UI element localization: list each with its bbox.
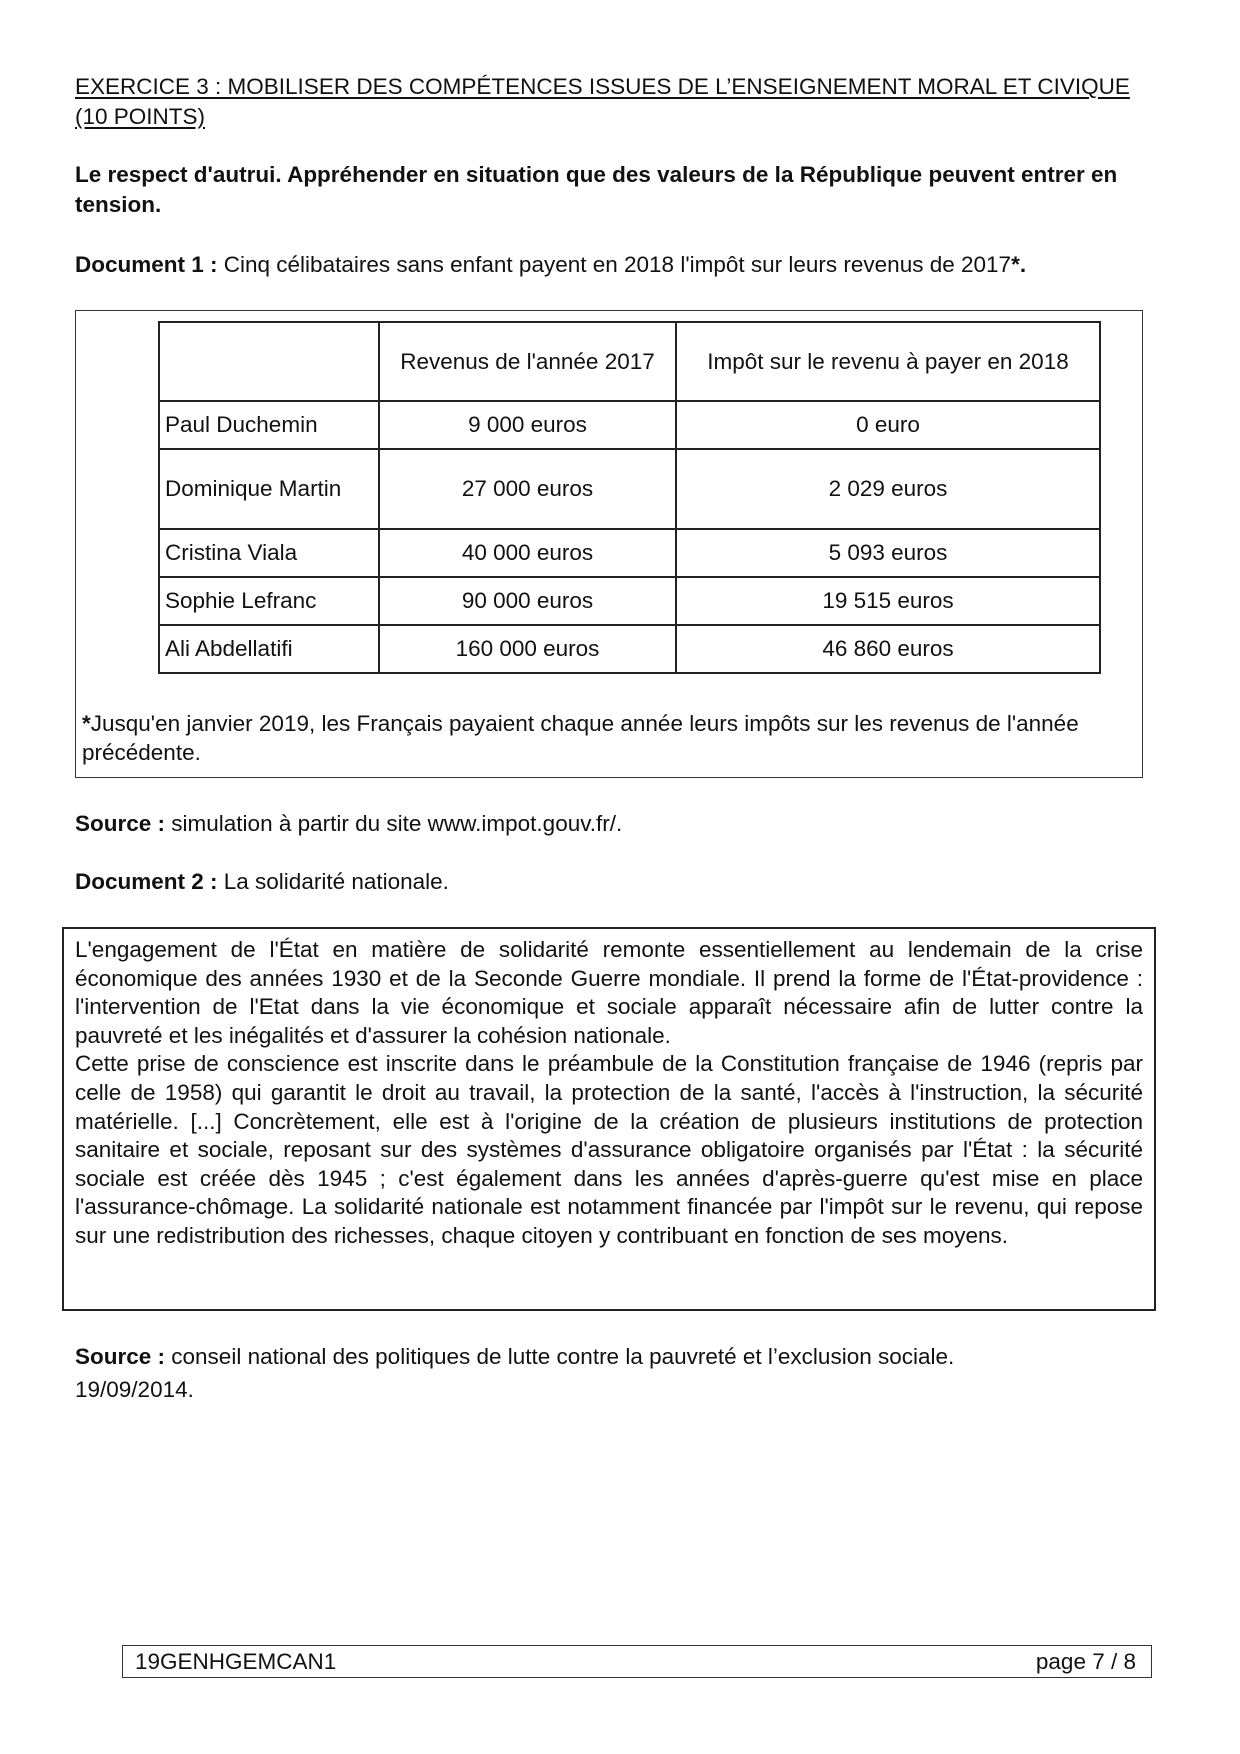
document1-caption-text: Cinq célibataires sans enfant payent en 2018 l'impôt sur leurs revenus de 2017 — [217, 252, 1012, 277]
document2-caption-text: La solidarité nationale. — [217, 869, 449, 894]
table-row — [159, 449, 1100, 529]
document1-label: Document 1 : — [75, 252, 218, 277]
table-header-empty — [159, 322, 379, 401]
row-income: 40 000 euros — [379, 529, 676, 577]
document1-frame — [75, 310, 1143, 778]
page-number: page 7 / 8 — [1035, 1648, 1136, 1674]
table-row — [159, 529, 1100, 577]
tax-table — [158, 321, 1101, 674]
row-tax: 0 euro — [676, 401, 1100, 449]
row-tax: 2 029 euros — [676, 449, 1100, 529]
table-header-income: Revenus de l'année 2017 — [379, 322, 676, 401]
document1-caption-mark: *. — [1011, 252, 1027, 277]
table-row — [159, 625, 1100, 673]
source-date: 19/09/2014. — [75, 1377, 194, 1402]
row-tax: 19 515 euros — [676, 577, 1100, 625]
row-name: Dominique Martin — [159, 449, 379, 529]
exam-code: 19GENHGEMCAN1 — [135, 1648, 337, 1674]
document2-paragraph: Cette prise de conscience est inscrite dans le préambule de la Constitution française de 1946 (repris par celle de 1958) qui garantit le droit au travail, la protection de la santé, l'accès à l'instruction, la sécurité matérielle. [...] Concrètement, elle est à l'origine de la création de plusieurs institutions de protection sanitaire et sociale, reposant sur des systèmes d'assurance obligatoire organisés par l'État : la sécurité sociale est créée dès 1945 ; c'est également dans les années d'après-guerre qu'est mise en place l'assurance-chômage. La solidarité nationale est notamment financée par l'impôt sur le revenu, qui repose sur une redistribution des richesses, chaque citoyen y contribuant en fonction de ses moyens. — [75, 1051, 1143, 1248]
exercise-title: EXERCICE 3 : MOBILISER DES COMPÉTENCES ISSUES DE L’ENSEIGNEMENT MORAL ET CIVIQUE (10 POINTS) — [75, 74, 1130, 129]
row-income: 90 000 euros — [379, 577, 676, 625]
table-header-row — [159, 322, 1100, 401]
row-income: 27 000 euros — [379, 449, 676, 529]
document2-caption — [75, 868, 449, 896]
source-label: Source : — [75, 811, 166, 836]
footnote-text: Jusqu'en janvier 2019, les Français payaient chaque année leurs impôts sur les revenus de l'année précédente. — [82, 711, 1079, 765]
row-income: 160 000 euros — [379, 625, 676, 673]
footnote-mark: * — [82, 711, 91, 736]
document1-caption — [75, 251, 1026, 279]
source-text: conseil national des politiques de lutte contre la pauvreté et l’exclusion sociale. — [165, 1344, 955, 1369]
document2-frame — [62, 927, 1156, 1311]
document2-paragraph: L'engagement de l'État en matière de solidarité remonte essentiellement au lendemain de la crise économique des années 1930 et de la Seconde Guerre mondiale. Il prend la forme de l'État-providence : l'intervention de l'Etat dans la vie économique et sociale apparaît nécessaire afin de lutter contre la pauvreté et les inégalités et d'assurer la cohésion nationale. — [75, 937, 1143, 1048]
table-header-tax: Impôt sur le revenu à payer en 2018 — [676, 322, 1100, 401]
source-label: Source : — [75, 1344, 166, 1369]
row-name: Sophie Lefranc — [159, 577, 379, 625]
document2-source — [75, 1340, 1155, 1406]
table-row — [159, 401, 1100, 449]
source-text: simulation à partir du site www.impot.gouv.fr/. — [165, 811, 623, 836]
table-row — [159, 577, 1100, 625]
exercise-subtitle: Le respect d'autrui. Appréhender en situation que des valeurs de la République peuvent entrer en tension. — [75, 162, 1118, 217]
table-footnote — [82, 709, 1132, 767]
row-tax: 5 093 euros — [676, 529, 1100, 577]
row-income: 9 000 euros — [379, 401, 676, 449]
document2-label: Document 2 : — [75, 869, 218, 894]
row-name: Cristina Viala — [159, 529, 379, 577]
page-footer — [122, 1645, 1152, 1678]
document1-source — [75, 810, 622, 838]
row-tax: 46 860 euros — [676, 625, 1100, 673]
row-name: Ali Abdellatifi — [159, 625, 379, 673]
row-name: Paul Duchemin — [159, 401, 379, 449]
